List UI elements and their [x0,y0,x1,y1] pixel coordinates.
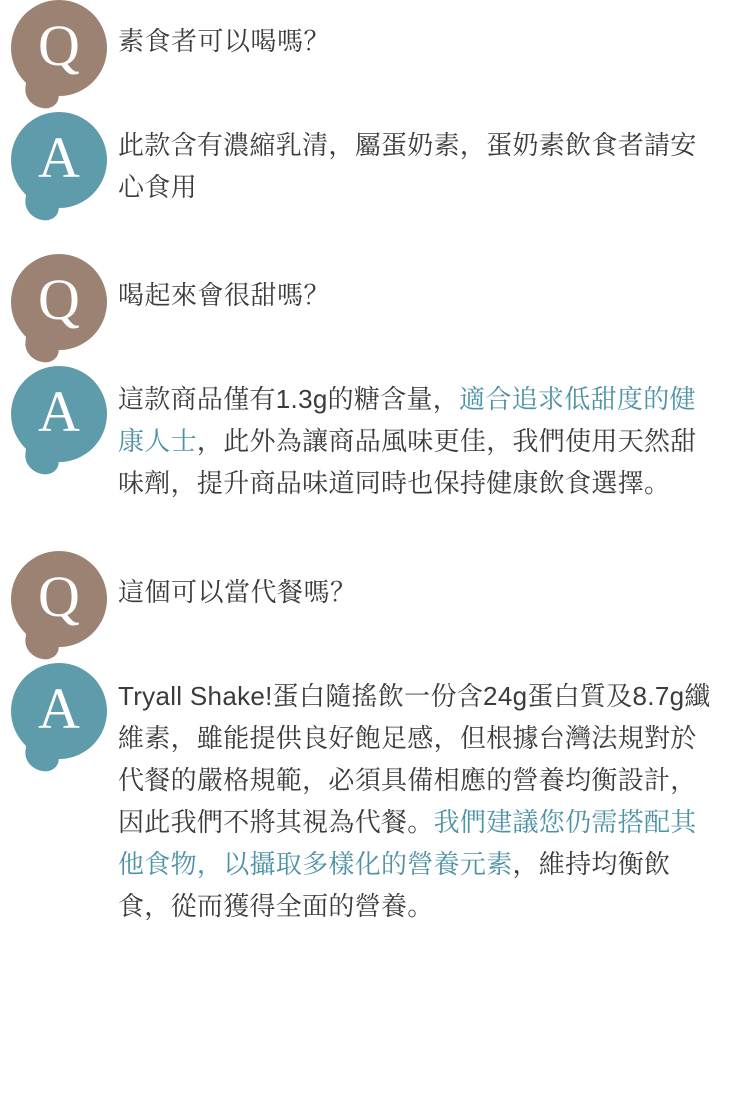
answer-bubble-icon-1 [11,112,107,208]
faq-question-row-1 [0,0,750,96]
answer-text-1 [118,124,720,208]
spacer [0,350,750,366]
answer-plain-text: 這款商品僅有1.3g的糖含量， [118,384,460,415]
question-text-3: 這個可以當代餐嗎？ [118,576,357,607]
faq-question-row-2 [0,254,750,350]
answer-letter-label: A [38,125,80,190]
answer-plain-text: 此款含有濃縮乳清，屬蛋奶素，蛋奶素飲食者請安心食用 [118,130,697,203]
answer-letter-label: A [38,379,80,445]
answer-plain-text: Tryall Shake!蛋白隨搖飲一份含24g蛋白質及8.7g纖維素，雖能提供良好飽足感，但根據台灣法規對於代餐的嚴格規範，必須具備相應的營養均衡設計，因此我們不將其視為代餐。 [118,680,711,837]
question-text-1: 素食者可以喝嗎？ [118,26,331,56]
question-text-col-3 [118,551,750,612]
question-bubble-icon-2 [11,254,107,350]
faq-answer-row-1 [0,112,750,208]
answer-bubble-wrap-2 [0,366,118,462]
question-text-col-2 [118,254,750,315]
question-bubble-wrap-2 [0,254,118,350]
answer-text-2 [118,378,720,504]
bubble-tail-icon [24,739,61,772]
question-letter-label: Q [38,13,80,78]
question-letter-label: Q [38,267,80,333]
question-text-col-1 [118,0,750,61]
faq-answer-row-2 [0,366,750,504]
answer-bubble-icon-2 [11,366,107,462]
question-text-2: 喝起來會很甜嗎？ [118,280,331,311]
faq-answer-row-3 [0,663,750,928]
spacer [0,647,750,663]
bubble-tail-icon [24,443,61,476]
question-bubble-icon-1 [11,0,107,96]
answer-bubble-wrap-1 [0,112,118,208]
answer-bubble-wrap-3 [0,663,118,759]
question-letter-label: Q [38,563,80,629]
answer-text-col-2 [118,366,750,504]
spacer [0,505,750,551]
spacer [0,96,750,112]
question-bubble-wrap-3 [0,551,118,647]
faq-question-row-3 [0,551,750,647]
answer-text-3 [118,675,720,928]
question-bubble-icon-3 [11,551,107,647]
answer-plain-text: ，此外為讓商品風味更佳，我們使用天然甜味劑，提升商品味道同時也保持健康飲食選擇。 [118,426,697,499]
answer-bubble-icon-3 [11,663,107,759]
spacer [0,208,750,254]
answer-highlight-text: 我們建議您仍需搭配其他食物，以攝取多樣化的營養元素 [118,806,697,879]
answer-text-col-1 [118,112,750,208]
answer-plain-text: ，維持均衡飲食，從而獲得全面的營養。 [118,848,671,922]
faq-item-1 [0,0,750,208]
faq-item-2 [0,254,750,504]
faq-item-3 [0,551,750,928]
answer-highlight-text: 適合追求低甜度的健康人士 [118,384,696,457]
answer-text-col-3 [118,663,750,928]
question-bubble-wrap-1 [0,0,118,96]
answer-letter-label: A [38,675,80,741]
